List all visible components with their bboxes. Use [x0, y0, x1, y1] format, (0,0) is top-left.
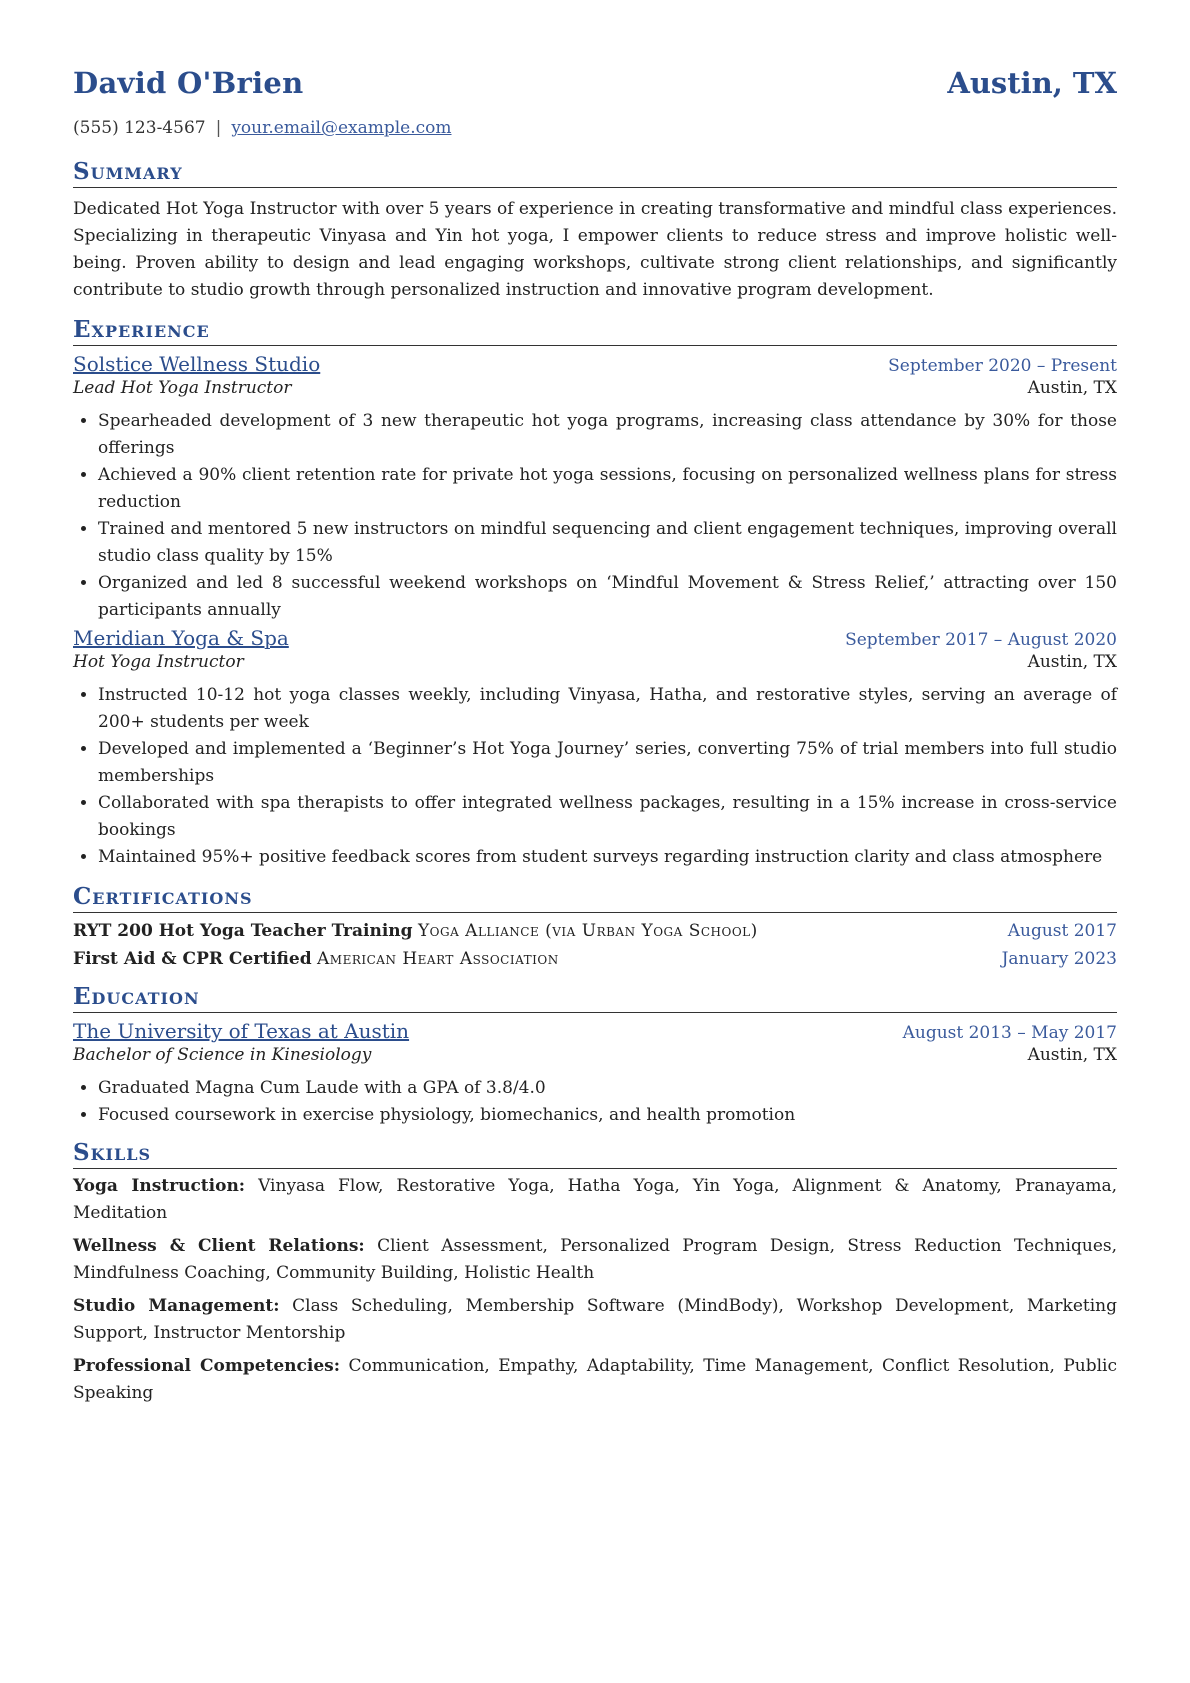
- certification-issuer: American Heart Association: [317, 949, 559, 969]
- job-location: Austin, TX: [1027, 652, 1117, 672]
- email-link[interactable]: your.email@example.com: [231, 118, 452, 138]
- employment-dates: September 2020 – Present: [888, 356, 1117, 376]
- job-title: Lead Hot Yoga Instructor: [73, 378, 292, 398]
- experience-entry: [73, 352, 1117, 624]
- employer-link[interactable]: Meridian Yoga & Spa: [73, 626, 289, 650]
- skill-row: [73, 1173, 1117, 1227]
- contact-separator: |: [215, 118, 222, 138]
- list-item: • Instructed 10-12 hot yoga classes weekly, including Vinyasa, Hatha, and restorative styles, serving an average of 200+ students per week: [98, 682, 1117, 736]
- school-location: Austin, TX: [1027, 1045, 1117, 1065]
- certification-list: [73, 917, 1117, 973]
- skills-list: [73, 1173, 1117, 1407]
- list-item: • Graduated Magna Cum Laude with a GPA of 3.8/4.0: [98, 1075, 1117, 1102]
- list-item: • Organized and led 8 successful weekend workshops on ‘Mindful Movement & Stress Relief,’ attracting over 150 participants annually: [98, 570, 1117, 624]
- list-item: • Achieved a 90% client retention rate for private hot yoga sessions, focusing on personalized wellness plans for stress reduction: [98, 462, 1117, 516]
- bullet-list: [73, 682, 1117, 871]
- section-title-skills: Skills: [73, 1139, 1117, 1169]
- certification-name: RYT 200 Hot Yoga Teacher Training: [73, 921, 413, 941]
- skill-row: [73, 1353, 1117, 1407]
- certification-row: [73, 917, 1117, 945]
- candidate-location: Austin, TX: [947, 66, 1117, 100]
- employer-link[interactable]: Solstice Wellness Studio: [73, 352, 321, 376]
- skill-label: Wellness & Client Relations:: [73, 1236, 365, 1256]
- bullet-list: [73, 1075, 1117, 1129]
- certification-name: First Aid & CPR Certified: [73, 949, 312, 969]
- list-item: • Collaborated with spa therapists to offer integrated wellness packages, resulting in a 15% increase in cross-service bookings: [98, 790, 1117, 844]
- certification-row: [73, 945, 1117, 973]
- skill-value: Class Scheduling, Membership Software (MindBody), Workshop Development, Marketing Support, Instructor Mentorship: [73, 1296, 1118, 1343]
- certification-title: [73, 945, 559, 973]
- list-item: • Focused coursework in exercise physiology, biomechanics, and health promotion: [98, 1102, 1117, 1129]
- candidate-name: David O'Brien: [73, 66, 304, 100]
- certification-title: [73, 917, 758, 945]
- entry-subheader: [73, 378, 1117, 398]
- list-item: • Spearheaded development of 3 new therapeutic hot yoga programs, increasing class attendance by 30% for those offerings: [98, 408, 1117, 462]
- skill-row: [73, 1233, 1117, 1287]
- section-title-education: Education: [73, 983, 1117, 1013]
- skill-value: Communication, Empathy, Adaptability, Time Management, Conflict Resolution, Public Speaking: [73, 1356, 1117, 1403]
- bullet-list: [73, 408, 1117, 624]
- experience-entry: [73, 626, 1117, 871]
- section-title-summary: Summary: [73, 158, 1117, 188]
- employment-dates: September 2017 – August 2020: [845, 630, 1117, 650]
- skill-value: Client Assessment, Personalized Program Design, Stress Reduction Techniques, Mindfulness Coaching, Community Building, Holistic Health: [73, 1236, 1118, 1283]
- school-link[interactable]: The University of Texas at Austin: [73, 1019, 410, 1043]
- list-item: • Developed and implemented a ‘Beginner’s Hot Yoga Journey’ series, converting 75% of trial members into full studio memberships: [98, 736, 1117, 790]
- certification-date: August 2017: [1007, 921, 1117, 941]
- education-entry: [73, 1019, 1117, 1129]
- skill-label: Yoga Instruction:: [73, 1176, 246, 1196]
- section-title-experience: Experience: [73, 316, 1117, 346]
- header: [73, 66, 1117, 102]
- certification-issuer: Yoga Alliance (via Urban Yoga School): [417, 921, 758, 941]
- entry-subheader: [73, 1045, 1117, 1065]
- summary-text: Dedicated Hot Yoga Instructor with over 5 years of experience in creating transformative and mindful class experiences. Specializing in therapeutic Vinyasa and Yin hot yoga, I empower clients to reduce stress and improve holistic well-being. Proven ability to design and lead engaging workshops, cultivate strong client relationships, and significantly contribute to studio growth through personalized instruction and innovative program development.: [73, 199, 1117, 300]
- entry-header: [73, 352, 1117, 376]
- entry-header: [73, 626, 1117, 650]
- job-location: Austin, TX: [1027, 378, 1117, 398]
- phone: (555) 123-4567: [73, 118, 206, 138]
- certification-date: January 2023: [1001, 949, 1117, 969]
- entry-subheader: [73, 652, 1117, 672]
- list-item: • Trained and mentored 5 new instructors on mindful sequencing and client engagement techniques, improving overall studio class quality by 15%: [98, 516, 1117, 570]
- entry-header: [73, 1019, 1117, 1043]
- education-dates: August 2013 – May 2017: [902, 1023, 1117, 1043]
- degree: Bachelor of Science in Kinesiology: [73, 1045, 372, 1065]
- contact-line: [73, 118, 1117, 140]
- skill-value: Vinyasa Flow, Restorative Yoga, Hatha Yoga, Yin Yoga, Alignment & Anatomy, Pranayama, Meditation: [73, 1176, 1117, 1223]
- list-item: • Maintained 95%+ positive feedback scores from student surveys regarding instruction clarity and class atmosphere: [98, 844, 1117, 871]
- job-title: Hot Yoga Instructor: [73, 652, 244, 672]
- skill-label: Professional Competencies:: [73, 1356, 341, 1376]
- skill-label: Studio Management:: [73, 1296, 280, 1316]
- section-title-certifications: Certifications: [73, 883, 1117, 913]
- skill-row: [73, 1293, 1117, 1347]
